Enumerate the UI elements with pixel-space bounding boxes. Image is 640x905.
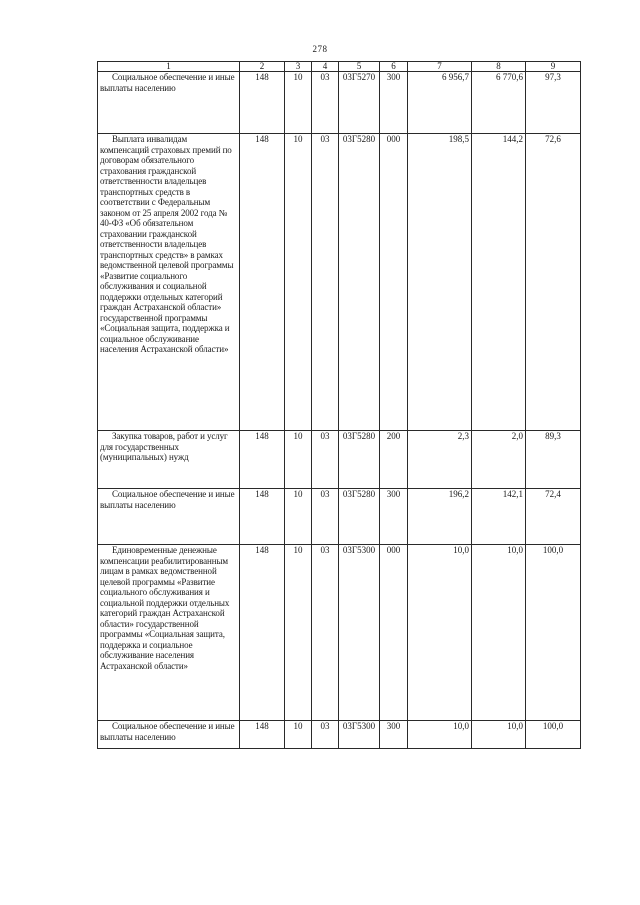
row-ved: 148 xyxy=(240,72,285,134)
row-vr: 300 xyxy=(380,72,408,134)
row-pct: 72,4 xyxy=(526,489,581,545)
row-fact: 6 770,6 xyxy=(472,72,526,134)
row-csr: 03Г5280 xyxy=(339,134,380,431)
row-csr: 03Г5280 xyxy=(339,489,380,545)
header-row xyxy=(98,62,581,72)
row-pr: 03 xyxy=(312,72,339,134)
table-row xyxy=(98,721,581,749)
header-col-7: 7 xyxy=(408,62,472,72)
row-csr: 03Г5280 xyxy=(339,431,380,489)
row-plan: 10,0 xyxy=(408,721,472,749)
row-name: Социальное обеспечение и иные выплаты населению xyxy=(98,489,240,545)
row-vr: 000 xyxy=(380,545,408,721)
header-col-6: 6 xyxy=(380,62,408,72)
header-col-3: 3 xyxy=(285,62,312,72)
row-fact: 144,2 xyxy=(472,134,526,431)
table-row xyxy=(98,431,581,489)
row-name: Закупка товаров, работ и услуг для государственных (муниципальных) нужд xyxy=(98,431,240,489)
row-rz: 10 xyxy=(285,721,312,749)
row-rz: 10 xyxy=(285,134,312,431)
row-rz: 10 xyxy=(285,545,312,721)
row-pct: 100,0 xyxy=(526,721,581,749)
row-ved: 148 xyxy=(240,134,285,431)
row-ved: 148 xyxy=(240,721,285,749)
row-fact: 2,0 xyxy=(472,431,526,489)
row-pct: 97,3 xyxy=(526,72,581,134)
row-pct: 72,6 xyxy=(526,134,581,431)
row-rz: 10 xyxy=(285,72,312,134)
page-number: 278 xyxy=(312,44,328,54)
row-vr: 200 xyxy=(380,431,408,489)
header-col-8: 8 xyxy=(472,62,526,72)
row-name: Социальное обеспечение и иные выплаты населению xyxy=(98,721,240,749)
row-pr: 03 xyxy=(312,545,339,721)
row-pr: 03 xyxy=(312,431,339,489)
row-ved: 148 xyxy=(240,489,285,545)
row-vr: 300 xyxy=(380,489,408,545)
row-name: Выплата инвалидам компенсаций страховых премий по договорам обязательного страхования гражданской ответственности владельцев транспортных средств в соответствии с Федеральным законом от 25 апреля 2002 года № 40-ФЗ «Об обязательном страховании гражданской ответственности владельцев транспортных средств» в рамках ведомственной целевой программы «Развитие социального обслуживания и социальной поддержки отдельных категорий граждан Астраханской области» государственной программы «Социальная защита, поддержка и социальное обслуживание населения Астраханской области» xyxy=(98,134,240,431)
table-row xyxy=(98,72,581,134)
header-col-9: 9 xyxy=(526,62,581,72)
row-csr: 03Г5300 xyxy=(339,545,380,721)
row-pr: 03 xyxy=(312,489,339,545)
row-rz: 10 xyxy=(285,489,312,545)
row-rz: 10 xyxy=(285,431,312,489)
header-col-5: 5 xyxy=(339,62,380,72)
table-row xyxy=(98,545,581,721)
row-name: Социальное обеспечение и иные выплаты населению xyxy=(98,72,240,134)
table-row xyxy=(98,134,581,431)
row-plan: 196,2 xyxy=(408,489,472,545)
row-vr: 300 xyxy=(380,721,408,749)
row-fact: 10,0 xyxy=(472,721,526,749)
row-vr: 000 xyxy=(380,134,408,431)
row-pct: 100,0 xyxy=(526,545,581,721)
row-name: Единовременные денежные компенсации реабилитированным лицам в рамках ведомственной целевой программы «Развитие социального обслуживания и социальной поддержки отдельных категорий граждан Астраханской области» государственной программы «Социальная защита, поддержка и социальное обслуживание населения Астраханской области» xyxy=(98,545,240,721)
row-fact: 10,0 xyxy=(472,545,526,721)
row-plan: 10,0 xyxy=(408,545,472,721)
row-ved: 148 xyxy=(240,431,285,489)
row-fact: 142,1 xyxy=(472,489,526,545)
row-ved: 148 xyxy=(240,545,285,721)
row-plan: 2,3 xyxy=(408,431,472,489)
header-col-4: 4 xyxy=(312,62,339,72)
row-csr: 03Г5300 xyxy=(339,721,380,749)
budget-table xyxy=(97,61,581,749)
table-row xyxy=(98,489,581,545)
row-pr: 03 xyxy=(312,134,339,431)
row-pct: 89,3 xyxy=(526,431,581,489)
header-col-2: 2 xyxy=(240,62,285,72)
row-csr: 03Г5270 xyxy=(339,72,380,134)
row-plan: 198,5 xyxy=(408,134,472,431)
header-col-1: 1 xyxy=(98,62,240,72)
row-pr: 03 xyxy=(312,721,339,749)
row-plan: 6 956,7 xyxy=(408,72,472,134)
